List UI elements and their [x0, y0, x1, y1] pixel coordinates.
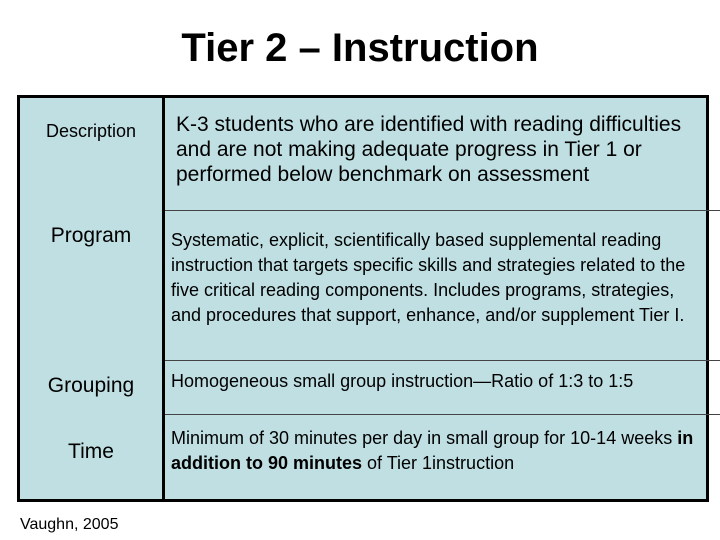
row-divider	[165, 414, 720, 415]
row-text-description: K-3 students who are identified with reading difficulties and are not making adequate progress in Tier 1 or performed below benchmark on assessment	[176, 113, 682, 186]
time-text-bold: in addition to 90 minutes	[171, 428, 694, 473]
column-divider	[162, 98, 165, 499]
row-divider	[165, 360, 720, 361]
row-label-program: Program	[50, 224, 132, 247]
row-label-time: Time	[68, 440, 114, 463]
time-text-before: Minimum of 30 minutes per day in small group for 10-14 weeks	[171, 428, 678, 448]
row-text-time	[171, 426, 701, 476]
row-text-program: Systematic, explicit, scientifically based supplemental reading instruction that targets specific skills and strategies related to the five critical reading components. Includes programs, strategies, and procedures that support, enhance, and/or supplement Tier I.	[171, 230, 686, 325]
citation: Vaughn, 2005	[20, 516, 119, 533]
row-text-grouping: Homogeneous small group instruction—Ratio of 1:3 to 1:5	[171, 371, 634, 391]
row-label-description: Description	[45, 121, 137, 141]
row-divider	[165, 210, 720, 211]
time-text-after: of Tier 1instruction	[362, 453, 515, 473]
slide-title: Tier 2 – Instruction	[181, 26, 539, 70]
row-label-grouping: Grouping	[47, 374, 135, 397]
instruction-table	[17, 95, 709, 502]
